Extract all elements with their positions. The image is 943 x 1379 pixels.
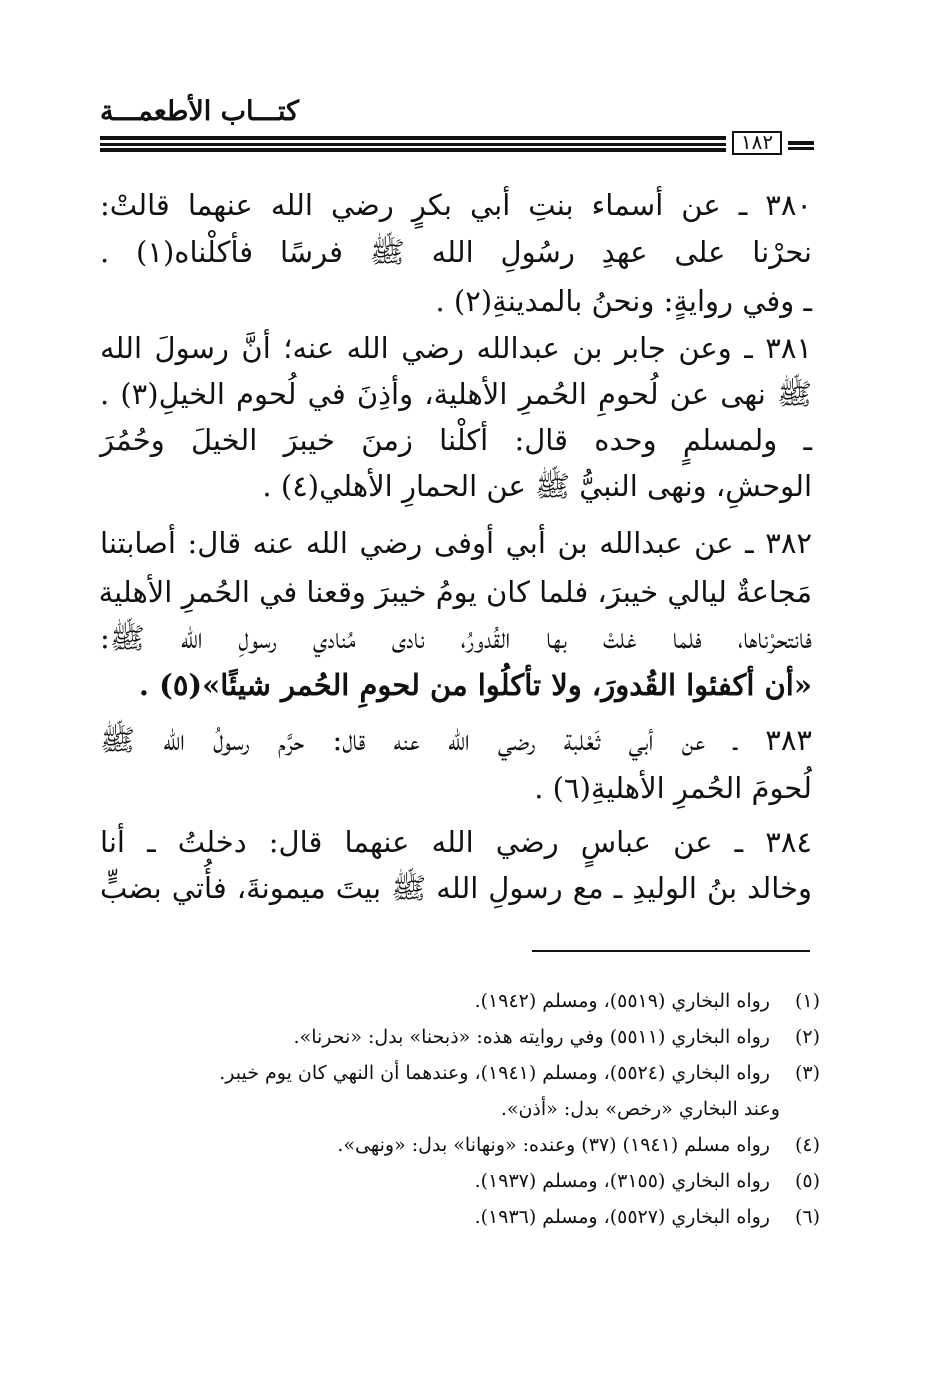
footnote-text: رواه البخاري (٥٥٢٤)، ومسلم (١٩٤١)، وعندهما أن النهي كان يوم خيبر.	[219, 1062, 770, 1084]
text-line: ﷺ نهى عن لُحومِ الحُمرِ الأهلية، وأذِنَ في لُحوم الخيلِ(٣) .	[100, 377, 812, 411]
footnote	[100, 985, 820, 1017]
footnote-number: (٥)	[794, 1170, 820, 1192]
footnote-number: (١)	[794, 990, 820, 1012]
text-line: مَجاعةٌ ليالي خيبرَ، فلما كان يومُ خيبرَ وقعنا في الحُمرِ الأهلية	[98, 575, 812, 609]
page-number: ١٨٢	[732, 131, 782, 155]
text-line: ٣٨٤ ـ عن عباسٍ رضي الله عنهما قال: دخلتُ ـ أنا	[100, 825, 812, 859]
text-line: نحرْنا على عهدِ رسُولِ الله ﷺ فرسًا فأكلْناه(١) .	[100, 235, 812, 269]
text-line: فانتحرْناها، فلما غلتْ بها القُدورُ، نادى مُنادي رسولِ الله ﷺ:	[100, 621, 812, 655]
footnote-number: (٦)	[794, 1206, 820, 1228]
text-line: ٣٨٢ ـ عن عبدالله بن أبي أوفى رضي الله عنه قال: أصابتنا	[100, 526, 812, 560]
footnote	[100, 1129, 820, 1161]
text-line: ـ ولمسلمٍ وحده قال: أكلْنا زمنَ خيبرَ الخيلَ وحُمُرَ	[100, 423, 812, 457]
footnote-text: رواه مسلم (١٩٤١) (٣٧) وعنده: «ونهانا» بدل: «ونهى».	[337, 1134, 770, 1156]
footnote	[100, 1057, 820, 1089]
text-line: وخالد بنُ الوليدِ ـ مع رسولِ الله ﷺ بيتَ ميمونةَ، فأُتي بضبٍّ	[100, 871, 812, 905]
text-line: لُحومَ الحُمرِ الأهليةِ(٦) .	[534, 771, 812, 805]
footnote-separator	[532, 950, 810, 952]
footnote	[100, 1165, 820, 1197]
text-line: ٣٨٠ ـ عن أسماء بنتِ أبي بكرٍ رضي الله عنهما قالتْ:	[100, 188, 812, 222]
footnote-text: رواه البخاري (٥٥٢٧)، ومسلم (١٩٣٦).	[474, 1206, 770, 1228]
footnote-number: (٢)	[794, 1026, 820, 1048]
footnote-text: رواه البخاري (٥٥١٩)، ومسلم (١٩٤٢).	[474, 990, 770, 1012]
footnote-continuation: وعند البخاري «رخص» بدل: «أذن».	[500, 1098, 780, 1120]
footnote-text: رواه البخاري (٣١٥٥)، ومسلم (١٩٣٧).	[474, 1170, 770, 1192]
footnote-number: (٣)	[794, 1062, 820, 1084]
footnote	[100, 1021, 820, 1053]
text-line: الوحشِ، ونهى النبيُّ ﷺ عن الحمارِ الأهلي(٤) .	[262, 469, 812, 503]
footnote-text: رواه البخاري (٥٥١١) وفي روايته هذه: «ذبحنا» بدل: «نحرنا».	[293, 1026, 770, 1048]
text-line: ـ وفي روايةٍ: ونحنُ بالمدينةِ(٢) .	[435, 284, 812, 318]
footnote	[100, 1201, 820, 1233]
text-line: «أن أكفئوا القُدورَ، ولا تأكلُوا من لحومِ الحُمر شيئًا»(٥) .	[138, 668, 812, 702]
footnote-number: (٤)	[794, 1134, 820, 1156]
text-line: ٣٨٣ ـ عن أبي ثَعْلبة رضي الله عنه قال: حرَّم رسولُ الله ﷺ	[100, 723, 812, 757]
text-line: ٣٨١ ـ وعن جابر بن عبدالله رضي الله عنه؛ أنَّ رسولَ الله	[100, 331, 812, 365]
running-head-title: كتـــاب الأطعمـــة	[100, 96, 300, 127]
